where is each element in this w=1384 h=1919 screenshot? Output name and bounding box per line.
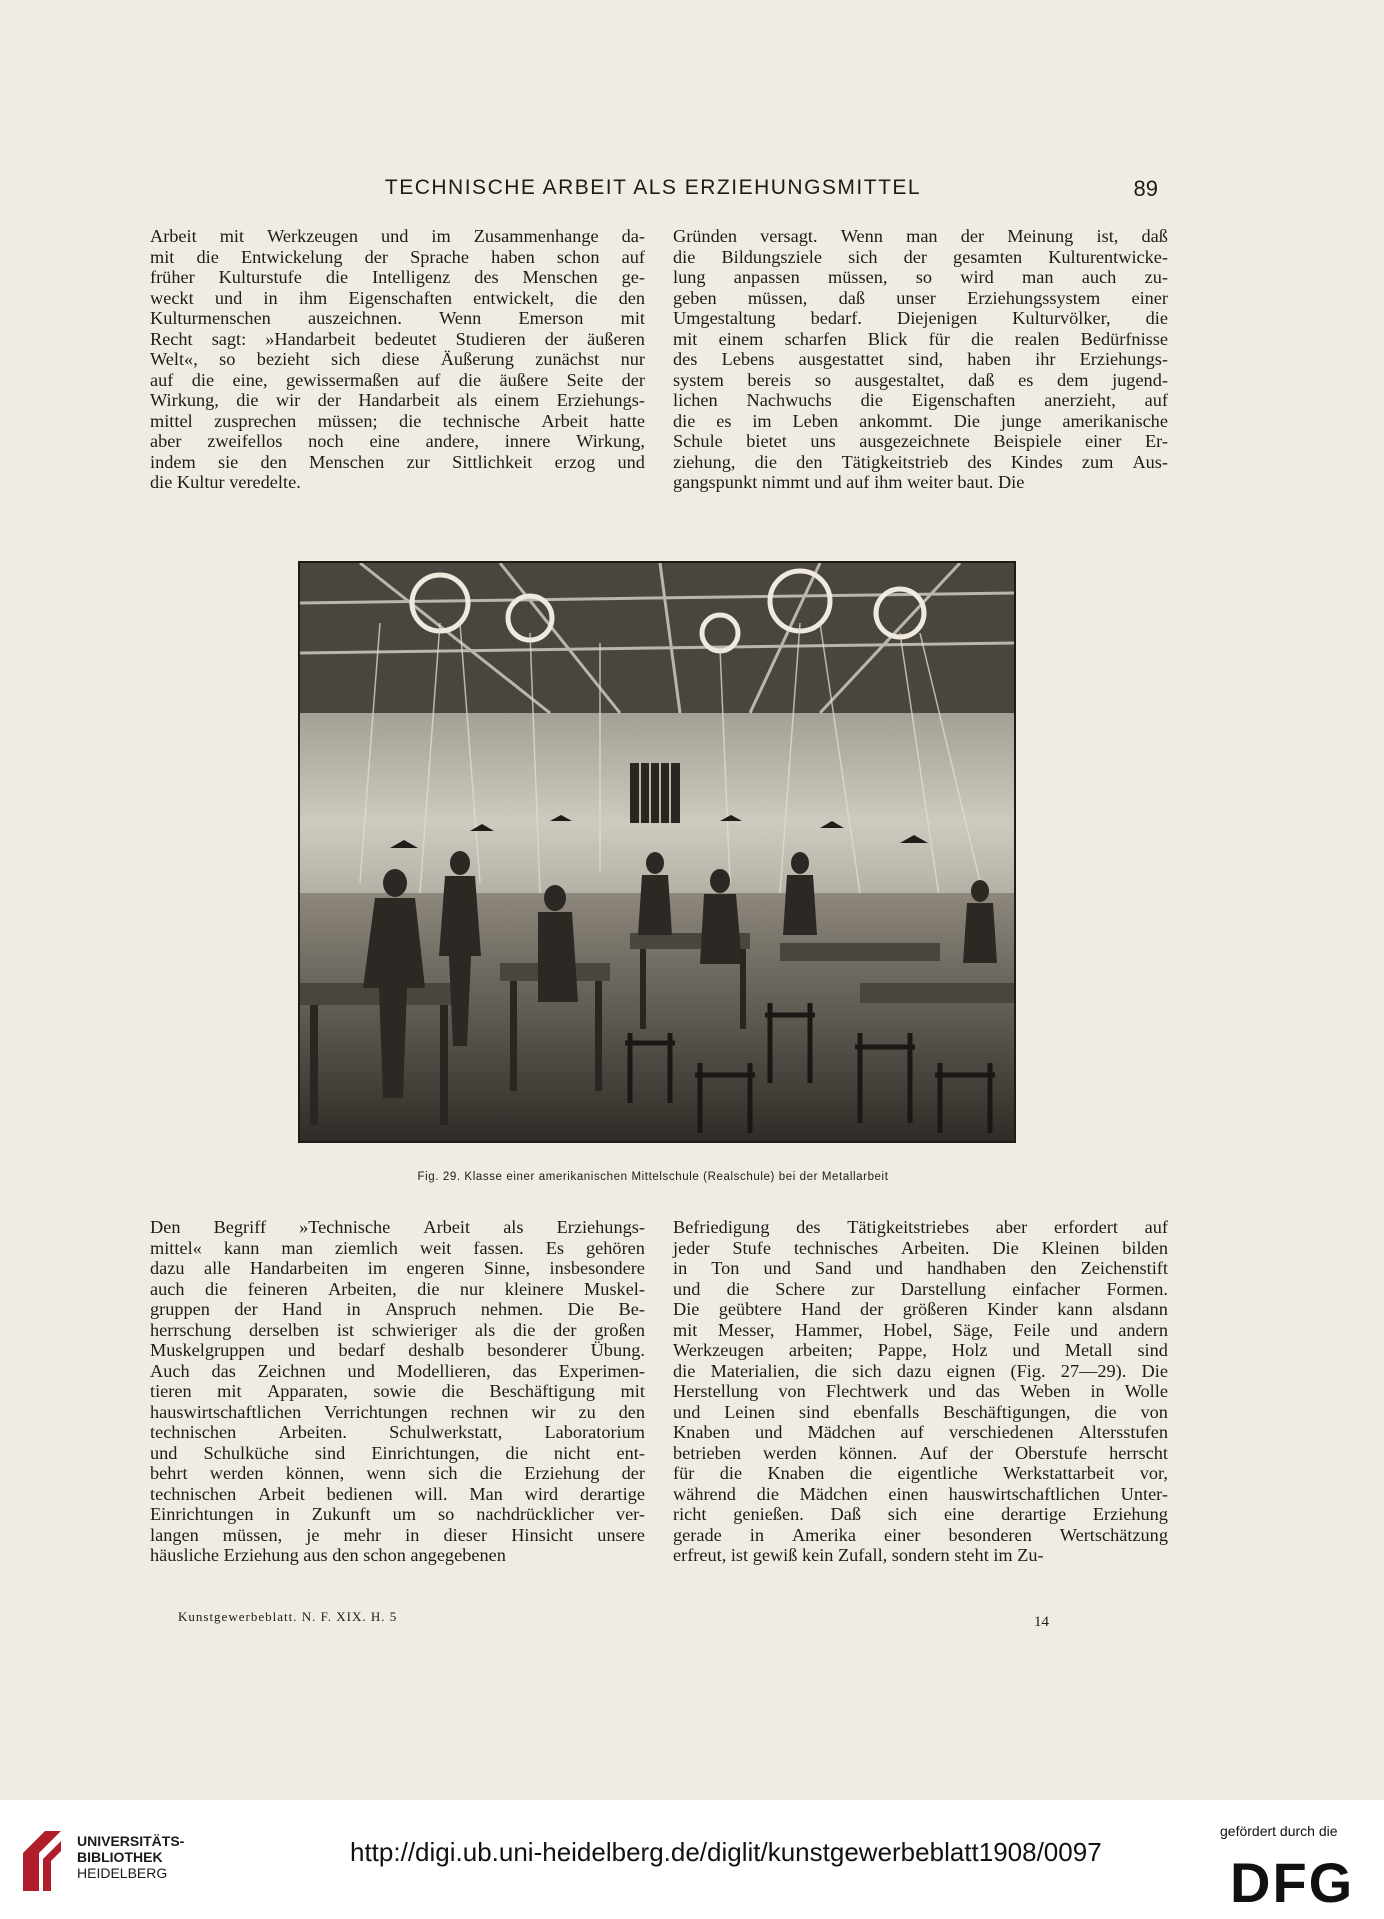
text-line: mit einem scharfen Blick für die realen Bedürfnisse [673, 328, 1168, 349]
text-line: Einrichtungen in Zukunft um so nachdrücklicher ver- [150, 1504, 645, 1524]
running-head [148, 176, 1158, 200]
text-line: system bereis so ausgestaltet, daß es dem jugend- [673, 369, 1168, 390]
text-line: Kulturmenschen auszeichnen. Wenn Emerson mit [150, 308, 645, 328]
text-line: Den Begriff »Technische Arbeit als Erziehungs- [150, 1217, 645, 1237]
text-line: betrieben werden können. Auf der Oberstufe herrscht [673, 1442, 1168, 1463]
text-line: Gründen versagt. Wenn man der Meinung ist, daß [673, 226, 1168, 246]
text-line: langen müssen, je mehr in dieser Hinsicht unsere [150, 1524, 645, 1545]
text-line: Arbeit mit Werkzeugen und im Zusammenhange da- [150, 226, 645, 246]
text-column-top-right [673, 226, 1168, 493]
university-library-logo-icon [15, 1823, 69, 1899]
text-line: Befriedigung des Tätigkeitstriebes aber erfordert auf [673, 1217, 1168, 1237]
text-line: auch die feineren Arbeiten, die nur kleinere Muskel- [150, 1278, 645, 1299]
funding-note: gefördert durch die [1220, 1823, 1338, 1839]
text-line: in Ton und Sand und handhaben den Zeichenstift [673, 1258, 1168, 1278]
text-line: mit die Entwickelung der Sprache haben schon auf [150, 246, 645, 267]
text-line: auf die eine, gewissermaßen auf die äußere Seite der [150, 369, 645, 390]
sheet-signature: Kunstgewerbeblatt. N. F. XIX. H. 5 [178, 1609, 398, 1624]
text-line: die Materialien, die sich dazu eignen (Fig. 27—29). Die [673, 1360, 1168, 1381]
text-line: lichen Nachwuchs die Eigenschaften anerzieht, auf [673, 390, 1168, 410]
text-line: herrschung derselben ist schwieriger als die der großen [150, 1319, 645, 1340]
permalink-url[interactable]: http://digi.ub.uni-heidelberg.de/diglit/kunstgewerbeblatt1908/0097 [350, 1837, 1102, 1867]
text-line: des Lebens ausgestattet sind, haben ihr Erziehungs- [673, 349, 1168, 369]
text-line: Recht sagt: »Handarbeit bedeutet Studieren der äußeren [150, 328, 645, 349]
text-line: weckt und in ihm Eigenschaften entwickelt, die den [150, 287, 645, 308]
text-line: aber zweifellos noch eine andere, innere Wirkung, [150, 431, 645, 451]
text-line: und die Schere zur Darstellung einfacher Formen. [673, 1278, 1168, 1299]
dfg-logo: DFG [1230, 1851, 1355, 1914]
figure-caption: Fig. 29. Klasse einer amerikanischen Mittelschule (Realschule) bei der Metallarbeit [417, 1171, 889, 1183]
text-line: und Leinen sind ebenfalls Beschäftigungen, die von [673, 1401, 1168, 1422]
text-line: die Bildungsziele sich der gesamten Kulturentwicke- [673, 246, 1168, 267]
text-line: Herstellung von Flechtwerk und das Weben in Wolle [673, 1381, 1168, 1401]
text-line: Knaben und Mädchen auf verschiedenen Altersstufen [673, 1422, 1168, 1442]
text-line: gerade in Amerika einer besonderen Wertschätzung [673, 1524, 1168, 1545]
text-line: Auch das Zeichnen und Modellieren, das Experimen- [150, 1360, 645, 1381]
text-line: Welt«, so bezieht sich diese Äußerung zunächst nur [150, 349, 645, 369]
library-name-line1: UNIVERSITÄTS- [77, 1833, 185, 1849]
workshop-photo-illustration [300, 563, 1014, 1141]
text-line: gruppen der Hand in Anspruch nehmen. Die Be- [150, 1299, 645, 1319]
text-line: behrt werden können, wenn sich die Erziehung der [150, 1463, 645, 1483]
text-line: für die Knaben die eigentliche Werkstattarbeit vor, [673, 1463, 1168, 1483]
text-line: jeder Stufe technisches Arbeiten. Die Kleinen bilden [673, 1237, 1168, 1258]
workshop-photograph [298, 561, 1016, 1143]
text-line: Wirkung, die wir der Handarbeit als einem Erziehungs- [150, 390, 645, 410]
library-name [77, 1833, 184, 1881]
library-name-line2: BIBLIOTHEK [77, 1849, 163, 1865]
text-line: Die geübtere Hand der größeren Kinder kann alsdann [673, 1299, 1168, 1319]
text-line: häusliche Erziehung aus den schon angegebenen [150, 1545, 506, 1565]
text-line: Muskelgruppen und bedarf deshalb besonderer Übung. [150, 1340, 645, 1360]
text-line: früher Kulturstufe die Intelligenz des Menschen ge- [150, 267, 645, 287]
text-line: gangspunkt nimmt und auf ihm weiter baut. Die [673, 472, 1025, 492]
text-line: während die Mädchen einen hauswirtschaftlichen Unter- [673, 1483, 1168, 1504]
text-line: hauswirtschaftlichen Verrichtungen rechnen wir zu den [150, 1401, 645, 1422]
text-column-bottom-right [673, 1217, 1168, 1566]
text-line: richt genießen. Daß sich eine derartige Erziehung [673, 1504, 1168, 1524]
text-line: ziehung, die den Tätigkeitstrieb des Kindes zum Aus- [673, 451, 1168, 472]
text-line: dazu alle Handarbeiten im engeren Sinne, insbesondere [150, 1258, 645, 1278]
text-line: indem sie den Menschen zur Sittlichkeit erzog und [150, 451, 645, 472]
page-title: TECHNISCHE ARBEIT ALS ERZIEHUNGSMITTEL [384, 176, 922, 199]
sheet-number: 14 [1034, 1614, 1049, 1630]
text-line: Schule bietet uns ausgezeichnete Beispiele einer Er- [673, 431, 1168, 451]
text-line: und Schulküche sind Einrichtungen, die nicht ent- [150, 1442, 645, 1463]
text-line: mittel« kann man ziemlich weit fassen. Es gehören [150, 1237, 645, 1258]
text-line: tieren mit Apparaten, sowie die Beschäftigung mit [150, 1381, 645, 1401]
library-name-line3: HEIDELBERG [77, 1865, 168, 1881]
text-line: die es im Leben ankommt. Die junge amerikanische [673, 410, 1168, 431]
text-line: Werkzeugen arbeiten; Pappe, Holz und Metall sind [673, 1340, 1168, 1360]
text-line: die Kultur veredelte. [150, 472, 301, 492]
text-line: technischen Arbeit bedienen will. Man wird derartige [150, 1483, 645, 1504]
text-line: mit Messer, Hammer, Hobel, Säge, Feile und andern [673, 1319, 1168, 1340]
text-line: technischen Arbeiten. Schulwerkstatt, Laboratorium [150, 1422, 645, 1442]
text-line: erfreut, ist gewiß kein Zufall, sondern steht im Zu- [673, 1545, 1044, 1565]
text-line: Umgestaltung bedarf. Diejenigen Kulturvölker, die [673, 308, 1168, 328]
text-line: mittel zusprechen müssen; die technische Arbeit hatte [150, 410, 645, 431]
text-column-top-left [150, 226, 645, 493]
text-line: lung anpassen müssen, so wird man auch zu- [673, 267, 1168, 287]
page-number: 89 [1133, 176, 1158, 201]
text-column-bottom-left [150, 1217, 645, 1566]
text-line: geben müssen, daß unser Erziehungssystem einer [673, 287, 1168, 308]
